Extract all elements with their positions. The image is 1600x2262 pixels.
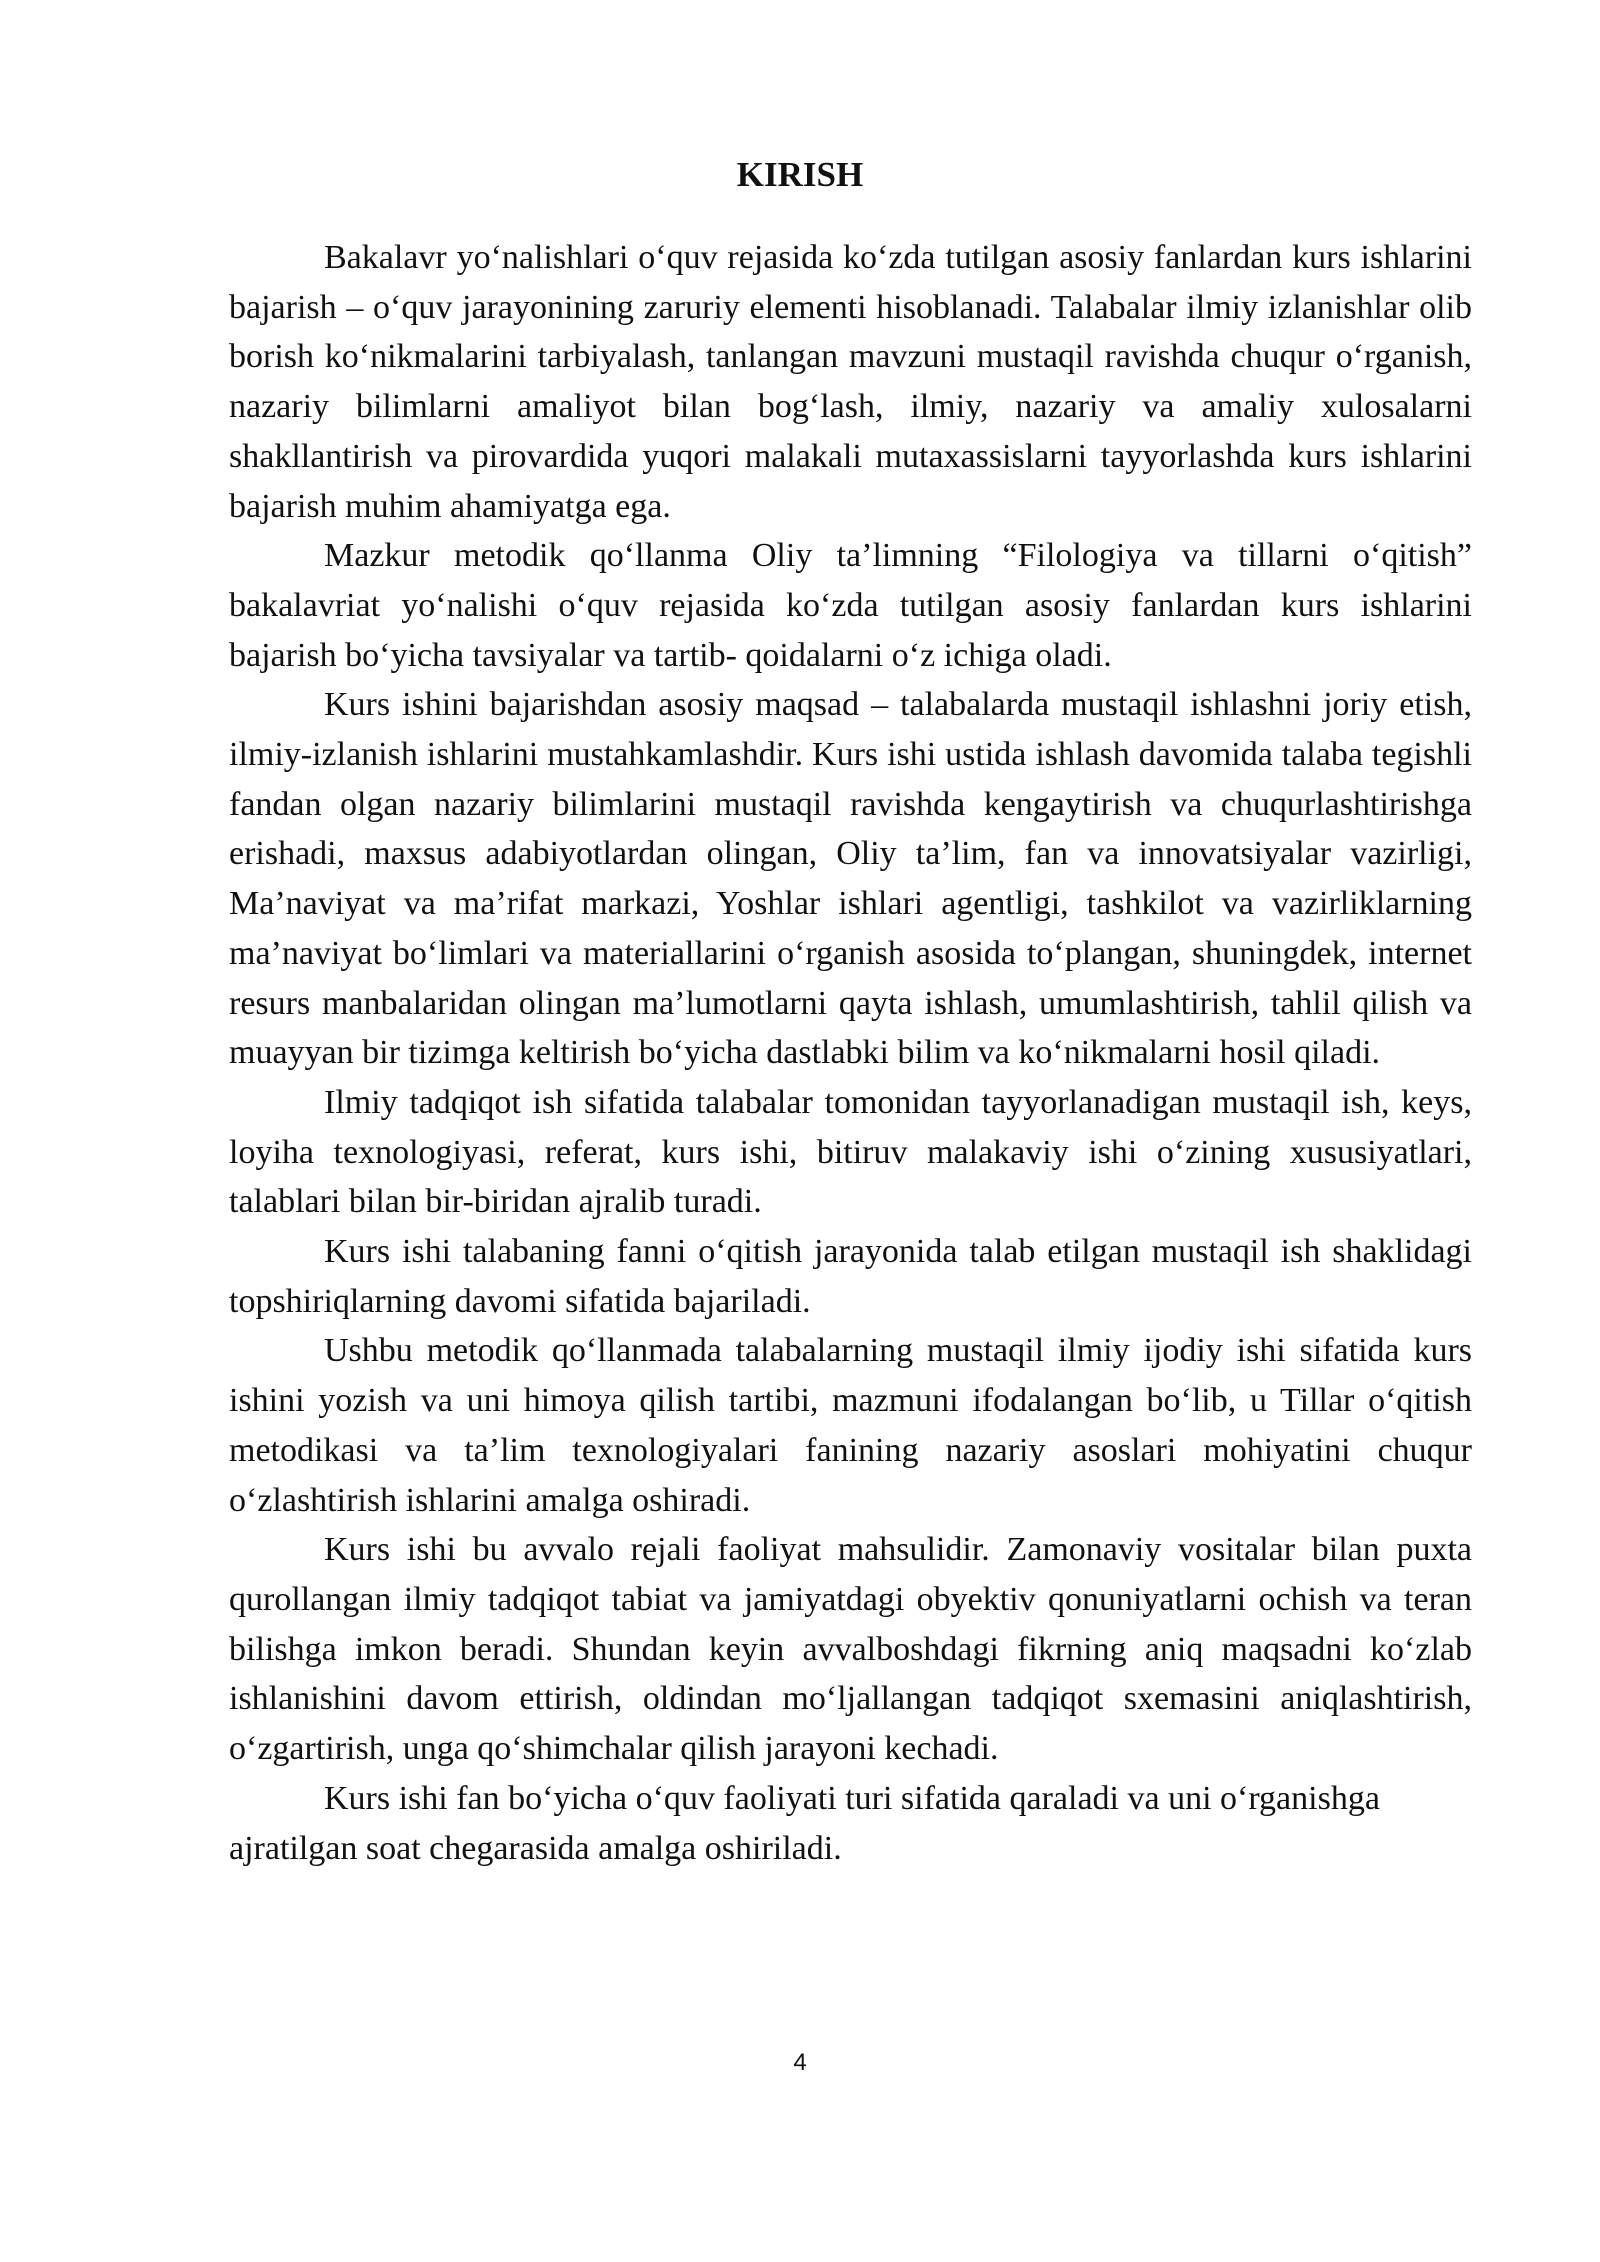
paragraph-7: Kurs ishi bu avvalo rejali faoliyat mahsulidir. Zamonaviy vositalar bilan puxta qurollangan ilmiy tadqiqot tabiat va jamiyatdagi obyektiv qonuniyatlarni ochish va teran bilishga imkon beradi. Shundan keyin avvalboshdagi fikrning aniq maqsadni ko‘zlab ishlanishini davom ettirish, oldindan mo‘ljallangan tadqiqot sxemasini aniqlashtirish, o‘zgartirish, unga qo‘shimchalar qilish jarayoni kechadi. — [229, 1531, 1472, 1768]
paragraph-1: Bakalavr yo‘nalishlari o‘quv rejasida ko‘zda tutilgan asosiy fanlardan kurs ishlarini bajarish – o‘quv jarayonining zaruriy elementi hisoblanadi. Talabalar ilmiy izlanishlar olib borish ko‘nikmalarini tarbiyalash, tanlangan mavzuni mustaqil ravishda chuqur o‘rganish, nazariy bilimlarni amaliyot bilan bog‘lash, ilmiy, nazariy va amaliy xulosalarni shakllantirish va pirovardida yuqori malakali mutaxassislarni tayyorlashda kurs ishlarini bajarish muhim ahamiyatga ega. — [229, 239, 1472, 525]
page-title: KIRISH — [736, 155, 864, 194]
paragraph-8: Kurs ishi fan bo‘yicha o‘quv faoliyati turi sifatida qaraladi va uni o‘rganishga ajratilgan soat chegarasida amalga oshiriladi. — [229, 1779, 1380, 1867]
paragraph-6: Ushbu metodik qo‘llanmada talabalarning mustaqil ilmiy ijodiy ishi sifatida kurs ishini yozish va uni himoya qilish tartibi, mazmuni ifodalangan bo‘lib, u Tillar o‘qitish metodikasi va ta’lim texnologiyalari fanining nazariy asoslari mohiyatini chuqur o‘zlashtirish ishlarini amalga oshiradi. — [229, 1332, 1472, 1519]
page-number: 4 — [793, 2049, 807, 2076]
paragraph-2: Mazkur metodik qo‘llanma Oliy ta’limning “Filologiya va tillarni o‘qitish” bakalavriat yo‘nalishi o‘quv rejasida ko‘zda tutilgan asosiy fanlardan kurs ishlarini bajarish bo‘yicha tavsiyalar va tartib- qoidalarni o‘z ichiga oladi. — [229, 537, 1472, 674]
paragraph-4: Ilmiy tadqiqot ish sifatida talabalar tomonidan tayyorlanadigan mustaqil ish, keys, loyiha texnologiyasi, referat, kurs ishi, bitiruv malakaviy ishi o‘zining xususiyatlari, talablari bilan bir-biridan ajralib turadi. — [229, 1083, 1472, 1221]
paragraph-5: Kurs ishi talabaning fanni o‘qitish jarayonida talab etilgan mustaqil ish shaklidagi topshiriqlarning davomi sifatida bajariladi. — [229, 1233, 1472, 1320]
document-body — [229, 233, 1472, 1873]
paragraph-3: Kurs ishini bajarishdan asosiy maqsad – talabalarda mustaqil ishlashni joriy etish, ilmiy-izlanish ishlarini mustahkamlashdir. Kurs ishi ustida ishlash davomida talaba tegishli fandan olgan nazariy bilimlarini mustaqil ravishda kengaytirish va chuqurlashtirishga erishadi, maxsus adabiyotlardan olingan, Oliy ta’lim, fan va innovatsiyalar vazirligi, Ma’naviyat va ma’rifat markazi, Yoshlar ishlari agentligi, tashkilot va vazirliklarning ma’naviyat bo‘limlari va materiallarini o‘rganish asosida to‘plangan, shuningdek, internet resurs manbalaridan olingan ma’lumotlarni qayta ishlash, umumlashtirish, tahlil qilish va muayyan bir tizimga keltirish bo‘yicha dastlabki bilim va ko‘nikmalarni hosil qiladi. — [229, 686, 1472, 1072]
